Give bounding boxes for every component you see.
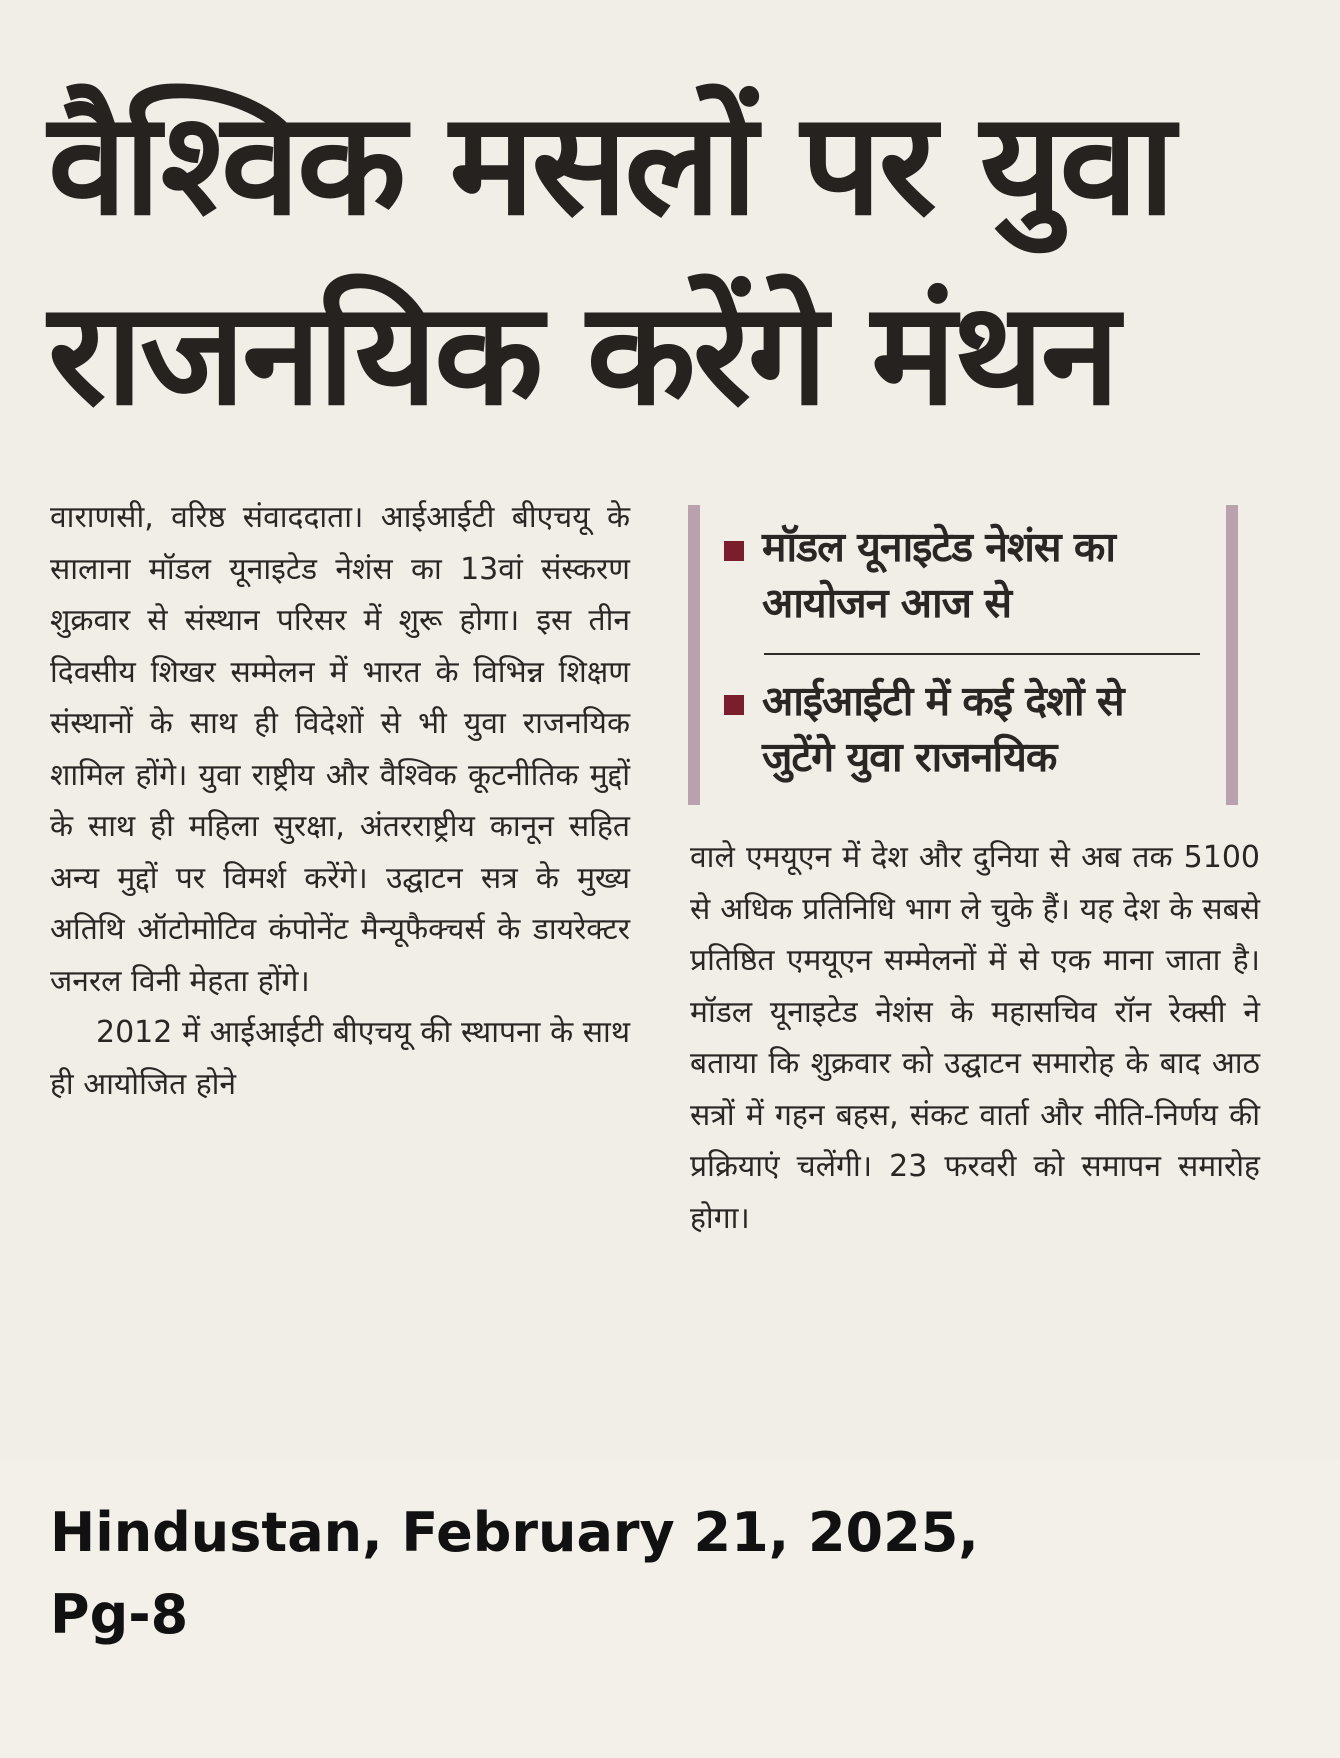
left-paragraph-2: 2012 में आईआईटी बीएचयू की स्थापना के साथ ही आयोजित होने xyxy=(50,1015,630,1102)
headline-line-2: राजनयिक करेंगे मंथन xyxy=(48,272,1117,437)
right-column xyxy=(690,832,1260,1244)
highlight-item xyxy=(724,519,1200,631)
headline-line-1: वैश्विक मसलों पर युवा xyxy=(48,82,1173,247)
headline xyxy=(48,70,1248,450)
right-paragraph-1: वाले एमयूएन में देश और दुनिया से अब तक 5100 से अधिक प्रतिनिधि भाग ले चुके हैं। यह देश के सबसे प्रतिष्ठित एमयूएन सम्मेलनों में से एक माना जाता है। मॉडल यूनाइटेड नेशंस के महासचिव रॉन रेक्सी ने बताया कि शुक्रवार को उद्घाटन समारोह के बाद आठ सत्रों में गहन बहस, संकट वार्ता और नीति-निर्णय की प्रक्रियाएं चलेंगी। 23 फरवरी को समापन समारोह होगा। xyxy=(690,840,1260,1236)
source-citation xyxy=(50,1492,1250,1656)
highlight-item xyxy=(724,673,1200,785)
square-bullet-icon xyxy=(724,695,744,715)
highlight-divider xyxy=(764,653,1200,655)
highlight-text: आईआईटी में कई देशों से जुटेंगे युवा राजनयिक xyxy=(762,677,1124,781)
highlight-box xyxy=(688,505,1238,805)
source-line-2: Pg-8 xyxy=(50,1583,189,1646)
source-line-1: Hindustan, February 21, 2025, xyxy=(50,1501,979,1564)
square-bullet-icon xyxy=(724,541,744,561)
left-paragraph-1: वाराणसी, वरिष्ठ संवाददाता। आईआईटी बीएचयू के सालाना मॉडल यूनाइटेड नेशंस का 13वां संस्करण शुक्रवार से संस्थान परिसर में शुरू होगा। इस तीन दिवसीय शिखर सम्मेलन में भारत के विभिन्न शिक्षण संस्थानों के साथ ही विदेशों से भी युवा राजनयिक शामिल होंगे। युवा राष्ट्रीय और वैश्विक कूटनीतिक मुद्दों के साथ ही महिला सुरक्षा, अंतरराष्ट्रीय कानून सहित अन्य मुद्दों पर विमर्श करेंगे। उद्घाटन सत्र के मुख्य अतिथि ऑटोमोटिव कंपोनेंट मैन्यूफैक्चर्स के डायरेक्टर जनरल विनी मेहता होंगे। xyxy=(50,500,630,999)
highlight-text: मॉडल यूनाइटेड नेशंस का आयोजन आज से xyxy=(762,523,1116,627)
left-column xyxy=(50,492,630,1110)
